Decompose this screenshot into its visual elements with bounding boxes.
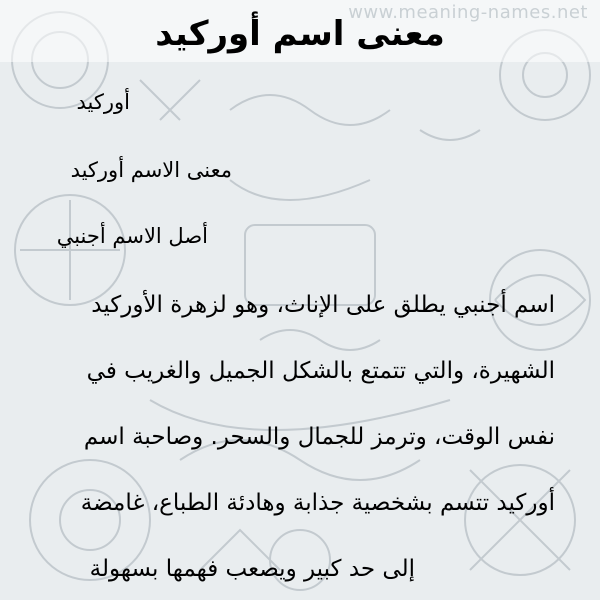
site-watermark: www.meaning-names.net xyxy=(348,2,588,23)
paragraph-line: نفس الوقت، وترمز للجمال والسحر. وصاحبة اسم xyxy=(83,424,555,450)
meaning-heading: معنى الاسم أوركيد xyxy=(70,158,232,182)
page-title: معنى اسم أوركيد xyxy=(155,14,445,54)
paragraph-line: الشهيرة، والتي تتمتع بالشكل الجميل والغريب في xyxy=(86,358,555,384)
paragraph-line: اسم أجنبي يطلق على الإناث، وهو لزهرة الأوركيد xyxy=(91,292,555,318)
paragraph-line: إلى حد كبير ويصعب فهمها بسهولة xyxy=(89,556,415,582)
paragraph-line: أوركيد تتسم بشخصية جذابة وهادئة الطباع، غامضة xyxy=(80,490,555,516)
name-line: أوركيد xyxy=(76,90,130,114)
origin-line: أصل الاسم أجنبي xyxy=(56,224,208,248)
